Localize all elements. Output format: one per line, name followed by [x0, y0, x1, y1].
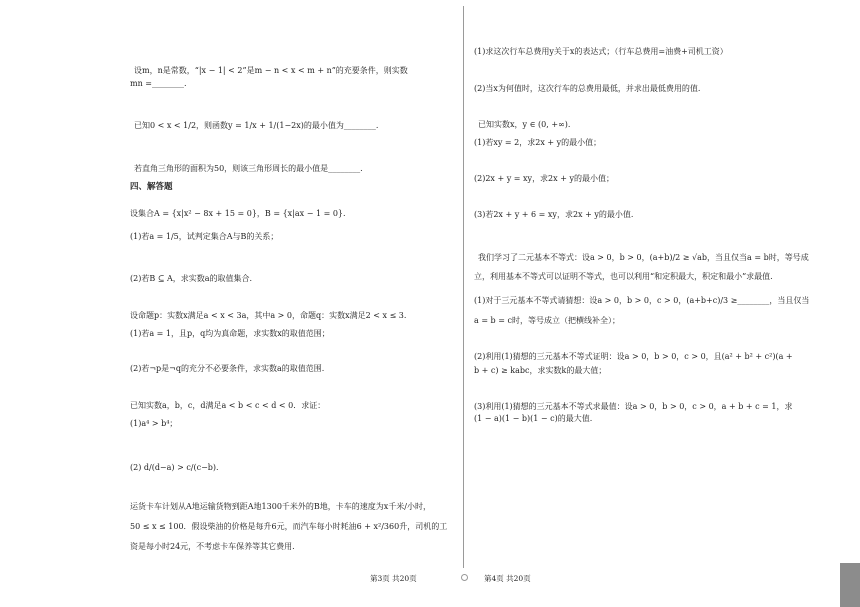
- question-text: 我们学习了二元基本不等式：设a > 0，b > 0，(a+b)/2 ≥ √ab，当且仅当a = b时，等号成: [478, 253, 809, 262]
- question-text: (3)利用(1)猜想的三元基本不等式求最值：设a > 0，b > 0，c > 0，a + b + c = 1，求: [474, 402, 793, 411]
- question-text: 设m，n是常数，“|x − 1| < 2”是m − n < x < m + n”的充要条件，则实数: [134, 66, 408, 75]
- question-text: 资是每小时24元，不考虑卡车保养等其它费用.: [130, 542, 295, 551]
- question-text: (2)若B ⊆ A，求实数a的取值集合.: [130, 274, 253, 283]
- question-text: mn =________.: [130, 79, 187, 88]
- question-text: 设集合A = {x|x² − 8x + 15 = 0}，B = {x|ax − 1 = 0}.: [130, 209, 346, 218]
- column-divider: [463, 6, 464, 568]
- page-separator-icon: [461, 574, 468, 581]
- question-text: a = b = c时，等号成立（把横线补全）；: [474, 316, 620, 325]
- question-text: 已知实数x，y ∈ (0, +∞).: [478, 120, 571, 129]
- question-text: (2)若¬p是¬q的充分不必要条件，求实数a的取值范围.: [130, 364, 325, 373]
- question-text: (2) d/(d−a) > c/(c−b).: [130, 463, 219, 472]
- question-text: (1)若a = 1，且p，q均为真命题，求实数x的取值范围；: [130, 329, 330, 338]
- question-text: (1 − a)(1 − b)(1 − c)的最大值.: [474, 414, 593, 423]
- question-text: 运货卡车计划从A地运输货物到距A地1300千米外的B地，卡车的速度为x千米/小时，: [130, 502, 431, 511]
- question-text: 设命题p：实数x满足a < x < 3a，其中a > 0，命题q：实数x满足2 < x ≤ 3.: [130, 311, 407, 320]
- question-text: 立，利用基本不等式可以证明不等式，也可以利用“和定积最大，积定和最小”求最值.: [474, 272, 773, 281]
- question-text: (1)a⁴ > b⁴；: [130, 419, 178, 428]
- question-text: (1)求这次行车总费用y关于x的表达式；（行车总费用=油费+司机工资）: [474, 47, 728, 56]
- question-text: (2)利用(1)猜想的三元基本不等式证明：设a > 0，b > 0，c > 0，且(a² + b² + c²)(a +: [474, 352, 793, 361]
- question-text: (3)若2x + y + 6 = xy，求2x + y的最小值.: [474, 210, 634, 219]
- question-text: 已知0 < x < 1/2，则函数y = 1/x + 1/(1−2x)的最小值为________.: [134, 121, 379, 130]
- question-text: (1)若a = 1/5，试判定集合A与B的关系；: [130, 232, 279, 241]
- page-number-right: 第4页 共20页: [484, 574, 531, 583]
- page-number-left: 第3页 共20页: [370, 574, 417, 583]
- question-text: b + c) ≥ kabc，求实数k的最大值；: [474, 366, 607, 375]
- question-text: 若直角三角形的面积为50，则该三角形周长的最小值是________.: [134, 164, 363, 173]
- question-text: 50 ≤ x ≤ 100．假设柴油的价格是每升6元，而汽车每小时耗油6 + x²/360升，司机的工: [130, 522, 448, 531]
- question-text: (2)2x + y = xy，求2x + y的最小值；: [474, 174, 614, 183]
- question-text: (1)对于三元基本不等式请猜想：设a > 0，b > 0，c > 0，(a+b+c)/3 ≥________，当且仅当: [474, 296, 810, 305]
- question-text: 已知实数a，b，c，d满足a < b < c < d < 0．求证：: [130, 401, 326, 410]
- question-text: (2)当x为何值时，这次行车的总费用最低，并求出最低费用的值.: [474, 84, 701, 93]
- scrollbar-thumb[interactable]: [840, 563, 860, 607]
- question-text: (1)若xy = 2，求2x + y的最小值；: [474, 138, 602, 147]
- section-heading: 四、解答题: [130, 182, 173, 192]
